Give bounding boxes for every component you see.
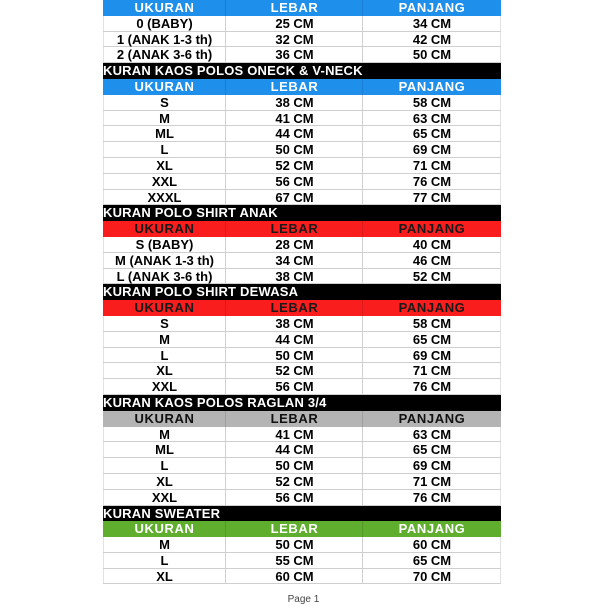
width-cell: 36 CM bbox=[226, 47, 363, 63]
size-cell: 2 (ANAK 3-6 th) bbox=[103, 47, 226, 63]
table-row bbox=[103, 174, 501, 190]
length-cell: 69 CM bbox=[412, 458, 452, 474]
table-header-row bbox=[103, 79, 501, 95]
column-header-size: UKURAN bbox=[103, 300, 226, 316]
table-header-row bbox=[103, 221, 501, 237]
size-table bbox=[103, 205, 501, 284]
width-cell: 55 CM bbox=[226, 553, 363, 569]
table-row bbox=[103, 427, 501, 443]
length-cell: 63 CM bbox=[412, 110, 452, 126]
table-row bbox=[103, 316, 501, 332]
size-cell: ML bbox=[103, 126, 226, 142]
size-table bbox=[103, 63, 501, 205]
width-cell: 67 CM bbox=[226, 190, 363, 206]
table-row bbox=[103, 47, 501, 63]
length-cell: 46 CM bbox=[412, 252, 452, 268]
size-table bbox=[103, 506, 501, 585]
size-cell: M bbox=[103, 537, 226, 553]
column-header-width: LEBAR bbox=[226, 79, 363, 95]
size-cell: M bbox=[103, 111, 226, 127]
table-title: KURAN KAOS POLOS ONECK & V-NECK bbox=[103, 63, 501, 79]
width-cell: 38 CM bbox=[226, 269, 363, 285]
width-cell: 50 CM bbox=[226, 142, 363, 158]
table-row bbox=[103, 111, 501, 127]
length-cell: 76 CM bbox=[412, 379, 452, 395]
length-cell: 63 CM bbox=[412, 426, 452, 442]
table-row bbox=[103, 190, 501, 206]
table-header-row bbox=[103, 300, 501, 316]
size-cell: L (ANAK 3-6 th) bbox=[103, 269, 226, 285]
size-cell: XL bbox=[103, 569, 226, 585]
width-cell: 52 CM bbox=[226, 363, 363, 379]
length-cell: 71 CM bbox=[412, 473, 452, 489]
column-header-width: LEBAR bbox=[226, 0, 363, 16]
width-cell: 56 CM bbox=[226, 490, 363, 506]
length-cell: 69 CM bbox=[412, 142, 452, 158]
width-cell: 56 CM bbox=[226, 379, 363, 395]
column-header-length: PANJANG bbox=[398, 78, 466, 94]
table-row bbox=[103, 363, 501, 379]
width-cell: 50 CM bbox=[226, 458, 363, 474]
size-cell: L bbox=[103, 142, 226, 158]
table-row bbox=[103, 474, 501, 490]
width-cell: 44 CM bbox=[226, 332, 363, 348]
width-cell: 56 CM bbox=[226, 174, 363, 190]
width-cell: 34 CM bbox=[226, 253, 363, 269]
length-cell: 65 CM bbox=[412, 552, 452, 568]
table-row bbox=[103, 253, 501, 269]
column-header-length: PANJANG bbox=[398, 300, 466, 316]
column-header-width: LEBAR bbox=[226, 300, 363, 316]
size-cell: 1 (ANAK 1-3 th) bbox=[103, 32, 226, 48]
size-cell: L bbox=[103, 348, 226, 364]
table-title: KURAN POLO SHIRT DEWASA bbox=[103, 284, 501, 300]
table-row bbox=[103, 490, 501, 506]
size-cell: XXL bbox=[103, 379, 226, 395]
width-cell: 28 CM bbox=[226, 237, 363, 253]
length-cell: 69 CM bbox=[412, 347, 452, 363]
column-header-length: PANJANG bbox=[398, 0, 466, 15]
length-cell: 65 CM bbox=[412, 126, 452, 142]
length-cell: 58 CM bbox=[412, 315, 452, 331]
table-row bbox=[103, 237, 501, 253]
width-cell: 50 CM bbox=[226, 537, 363, 553]
length-cell: 40 CM bbox=[412, 236, 452, 252]
table-row bbox=[103, 442, 501, 458]
length-cell: 76 CM bbox=[412, 173, 452, 189]
width-cell: 41 CM bbox=[226, 111, 363, 127]
size-cell: XL bbox=[103, 158, 226, 174]
length-cell: 42 CM bbox=[412, 31, 452, 47]
table-row bbox=[103, 569, 501, 585]
size-cell: XXL bbox=[103, 174, 226, 190]
width-cell: 50 CM bbox=[226, 348, 363, 364]
table-row bbox=[103, 16, 501, 32]
size-table bbox=[103, 0, 501, 63]
size-table bbox=[103, 395, 501, 506]
table-row bbox=[103, 379, 501, 395]
length-cell: 34 CM bbox=[412, 15, 452, 31]
size-table bbox=[103, 284, 501, 395]
column-header-size: UKURAN bbox=[103, 0, 226, 16]
table-row bbox=[103, 537, 501, 553]
table-title: KURAN SWEATER bbox=[103, 506, 501, 522]
length-cell: 60 CM bbox=[412, 537, 452, 553]
table-row bbox=[103, 269, 501, 285]
width-cell: 44 CM bbox=[226, 442, 363, 458]
table-header-row bbox=[103, 0, 501, 16]
width-cell: 52 CM bbox=[226, 474, 363, 490]
column-header-size: UKURAN bbox=[103, 221, 226, 237]
width-cell: 52 CM bbox=[226, 158, 363, 174]
table-row bbox=[103, 95, 501, 111]
column-header-length: PANJANG bbox=[398, 521, 466, 537]
size-cell: S (BABY) bbox=[103, 237, 226, 253]
table-header-row bbox=[103, 411, 501, 427]
length-cell: 70 CM bbox=[412, 568, 452, 584]
width-cell: 25 CM bbox=[226, 16, 363, 32]
length-cell: 52 CM bbox=[412, 268, 452, 284]
size-cell: M bbox=[103, 427, 226, 443]
length-cell: 50 CM bbox=[412, 47, 452, 63]
size-cell: M bbox=[103, 332, 226, 348]
table-row bbox=[103, 553, 501, 569]
size-cell: M (ANAK 1-3 th) bbox=[103, 253, 226, 269]
size-cell: S bbox=[103, 316, 226, 332]
table-row bbox=[103, 142, 501, 158]
width-cell: 38 CM bbox=[226, 316, 363, 332]
length-cell: 65 CM bbox=[412, 442, 452, 458]
page-number: Page 1 bbox=[287, 594, 320, 605]
column-header-size: UKURAN bbox=[103, 79, 226, 95]
size-chart bbox=[103, 0, 501, 584]
size-cell: L bbox=[103, 458, 226, 474]
size-cell: XXL bbox=[103, 490, 226, 506]
length-cell: 71 CM bbox=[412, 157, 452, 173]
table-row bbox=[103, 348, 501, 364]
table-row bbox=[103, 32, 501, 48]
width-cell: 32 CM bbox=[226, 32, 363, 48]
length-cell: 76 CM bbox=[412, 489, 452, 505]
length-cell: 77 CM bbox=[412, 189, 452, 205]
column-header-length: PANJANG bbox=[398, 221, 466, 237]
table-title: KURAN KAOS POLOS RAGLAN 3/4 bbox=[103, 395, 501, 411]
table-header-row bbox=[103, 521, 501, 537]
size-cell: XL bbox=[103, 363, 226, 379]
length-cell: 65 CM bbox=[412, 331, 452, 347]
table-title: KURAN POLO SHIRT ANAK bbox=[103, 205, 501, 221]
column-header-width: LEBAR bbox=[226, 521, 363, 537]
column-header-width: LEBAR bbox=[226, 221, 363, 237]
table-row bbox=[103, 158, 501, 174]
width-cell: 44 CM bbox=[226, 126, 363, 142]
column-header-size: UKURAN bbox=[103, 411, 226, 427]
length-cell: 71 CM bbox=[412, 363, 452, 379]
length-cell: 58 CM bbox=[412, 94, 452, 110]
width-cell: 38 CM bbox=[226, 95, 363, 111]
column-header-width: LEBAR bbox=[226, 411, 363, 427]
size-cell: S bbox=[103, 95, 226, 111]
column-header-size: UKURAN bbox=[103, 521, 226, 537]
size-cell: 0 (BABY) bbox=[103, 16, 226, 32]
size-cell: L bbox=[103, 553, 226, 569]
table-row bbox=[103, 332, 501, 348]
table-row bbox=[103, 126, 501, 142]
width-cell: 60 CM bbox=[226, 569, 363, 585]
column-header-length: PANJANG bbox=[398, 410, 466, 426]
size-cell: ML bbox=[103, 442, 226, 458]
size-cell: XL bbox=[103, 474, 226, 490]
table-row bbox=[103, 458, 501, 474]
width-cell: 41 CM bbox=[226, 427, 363, 443]
size-cell: XXXL bbox=[103, 190, 226, 206]
